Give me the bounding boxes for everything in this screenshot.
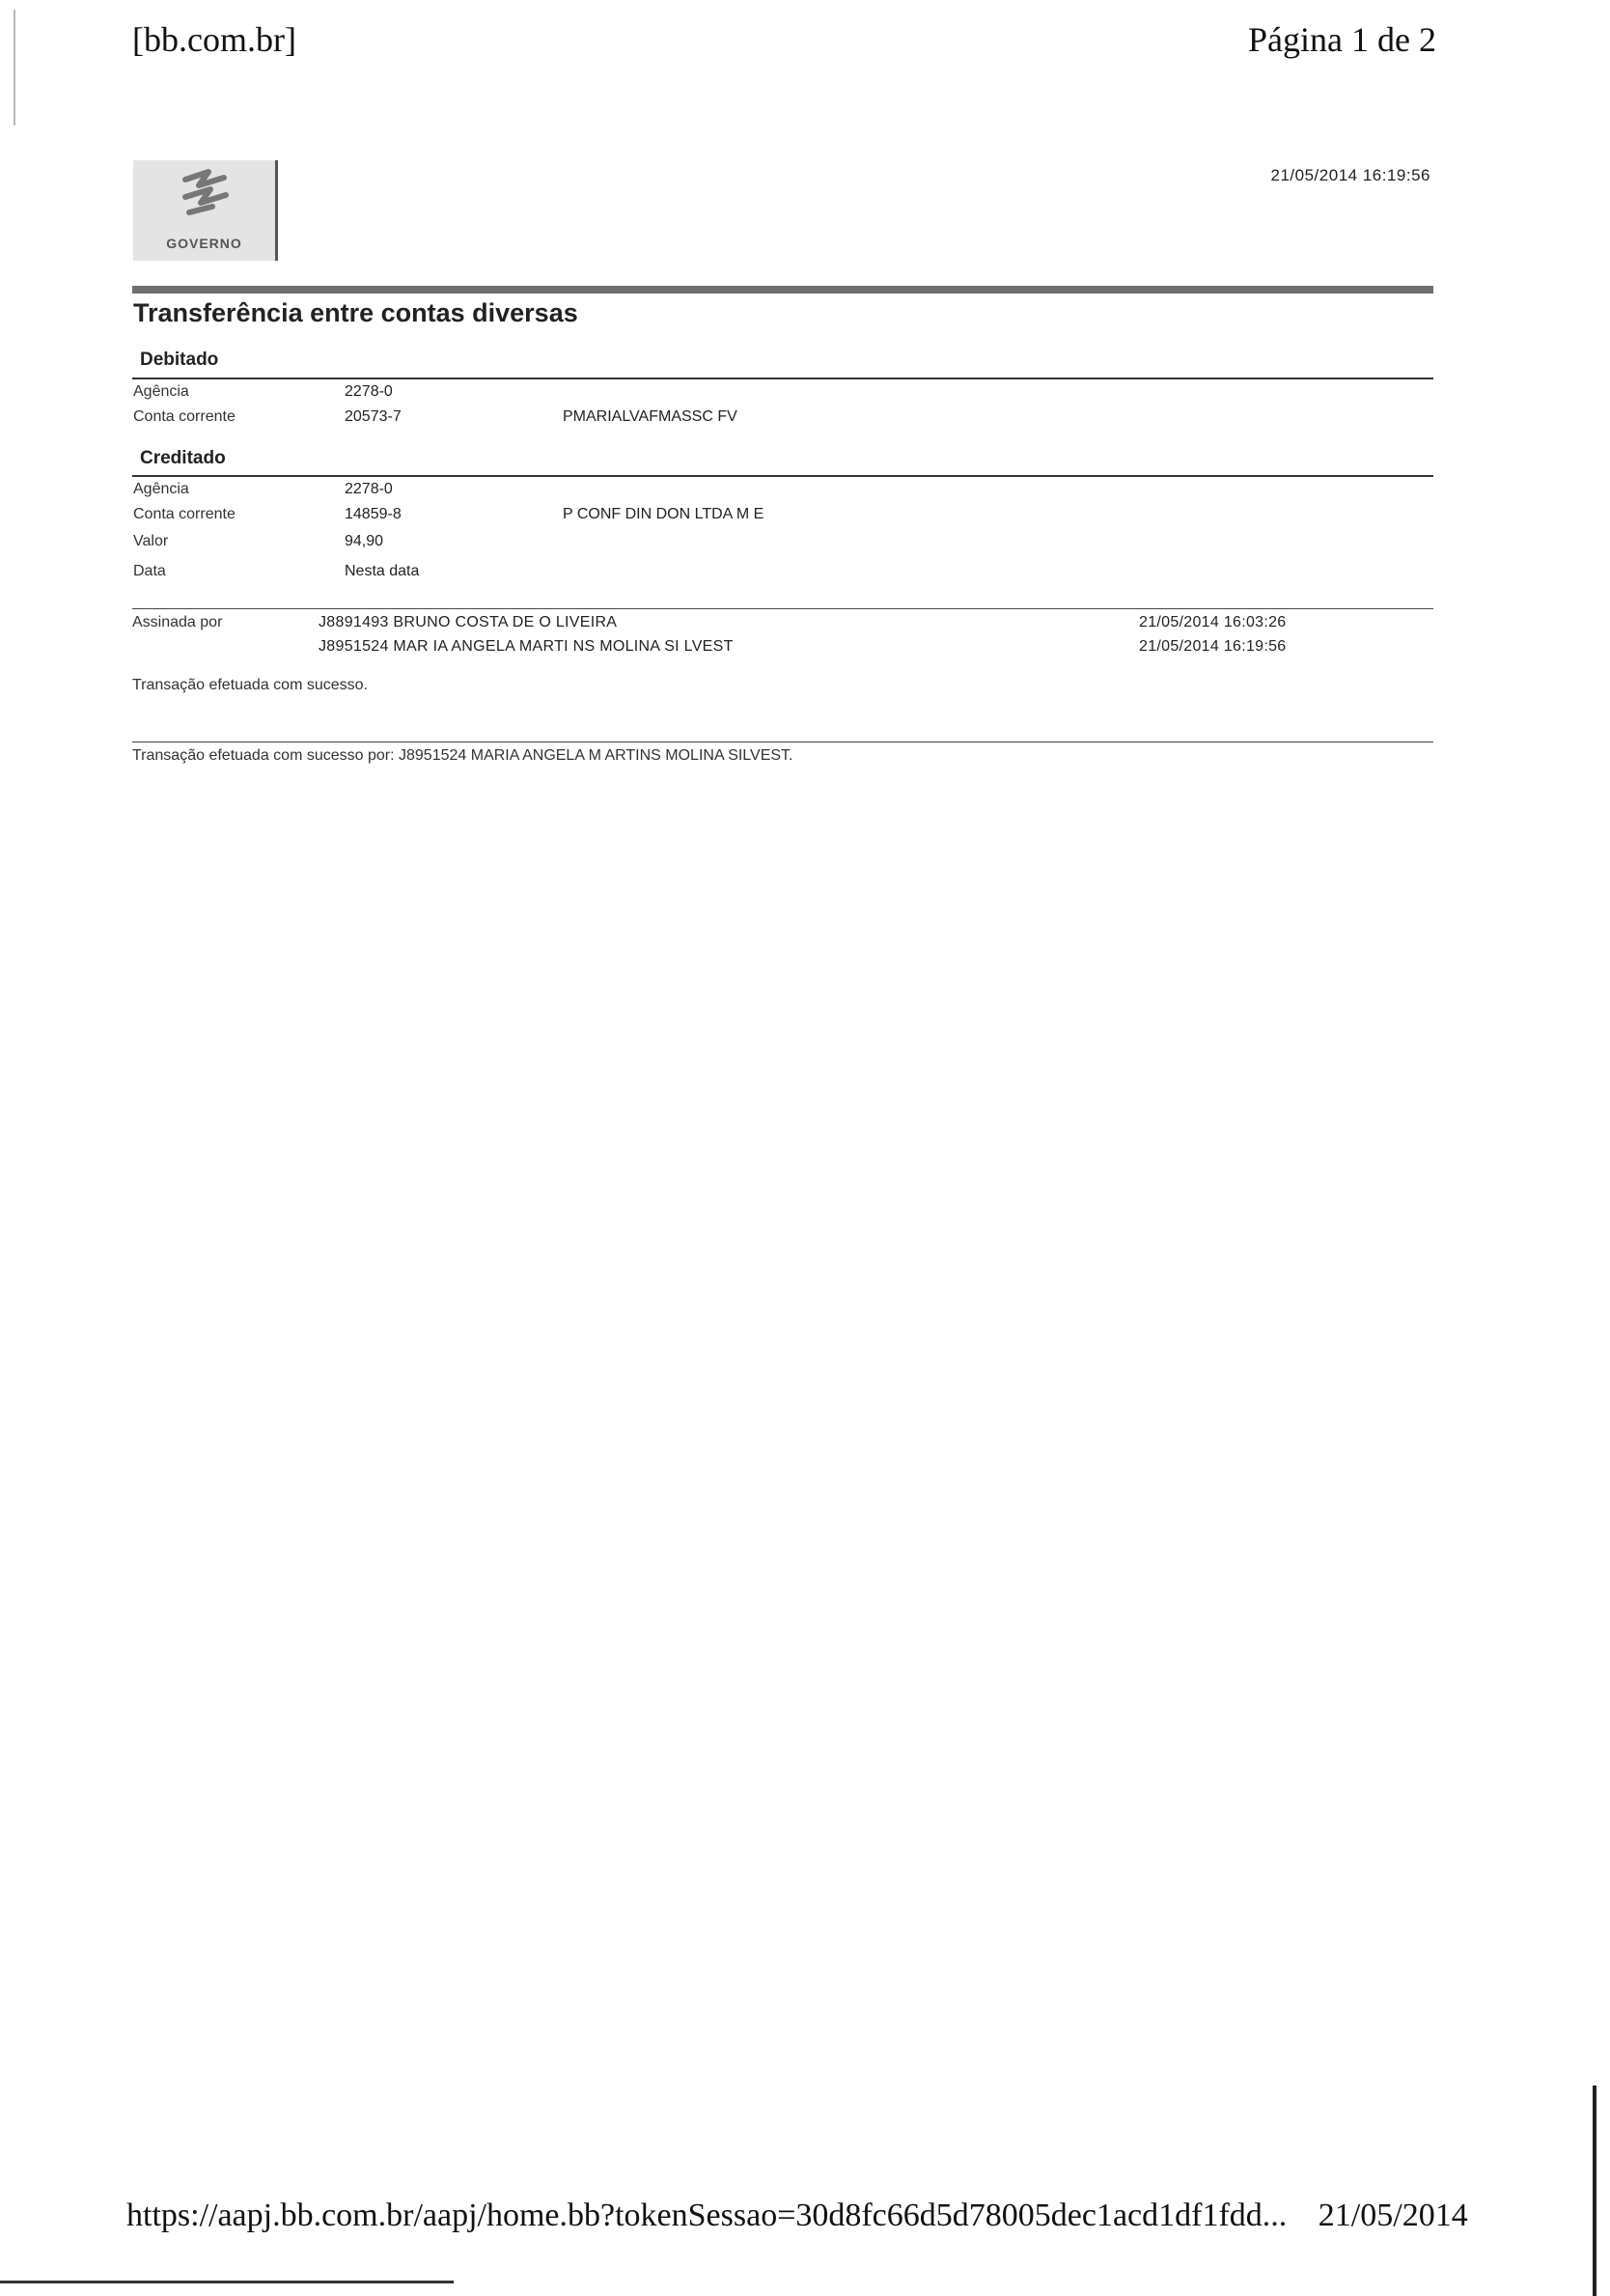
- section-divider: [132, 475, 1433, 477]
- field-value: 20573-7: [345, 408, 402, 425]
- print-footer-url: https://aapj.bb.com.br/aapj/home.bb?tokenSessao=30d8fc66d5d78005dec1acd1df1fdd...: [126, 2198, 1288, 2233]
- field-value: 14859-8: [345, 506, 402, 522]
- signatures-label: Assinada por: [132, 614, 223, 630]
- field-value: Nesta data: [345, 563, 420, 579]
- signature-entry-timestamp: 21/05/2014 16:03:26: [1139, 614, 1287, 630]
- field-label: Data: [133, 563, 166, 579]
- print-footer: [126, 2198, 1468, 2234]
- field-label: Conta corrente: [133, 408, 236, 425]
- field-value: 2278-0: [345, 383, 393, 400]
- scan-bottom-line: [0, 2281, 454, 2283]
- transaction-status-detail: Transação efetuada com sucesso por: J8951524 MARIA ANGELA M ARTINS MOLINA SILVEST.: [132, 747, 793, 764]
- section-divider: [132, 378, 1433, 379]
- logo-caption: GOVERNO: [166, 236, 242, 251]
- signature-entry-name: J8951524 MAR IA ANGELA MARTI NS MOLINA SI LVEST: [319, 638, 734, 655]
- field-value: 2278-0: [345, 481, 393, 497]
- print-header-site: [bb.com.br]: [132, 20, 296, 59]
- field-label: Conta corrente: [133, 506, 236, 522]
- signature-entry-name: J8891493 BRUNO COSTA DE O LIVEIRA: [319, 614, 618, 630]
- scan-edge-mark: [1593, 2086, 1596, 2296]
- signature-entry-timestamp: 21/05/2014 16:19:56: [1139, 638, 1287, 655]
- field-label: Valor: [133, 533, 169, 549]
- page-title: Transferência entre contas diversas: [133, 298, 578, 327]
- field-value: 94,90: [345, 533, 384, 549]
- field-label: Agência: [133, 481, 189, 497]
- header-divider-bar: [132, 286, 1433, 294]
- bb-logo-icon: [170, 168, 239, 222]
- transaction-status: Transação efetuada com sucesso.: [132, 677, 368, 693]
- account-holder-name: P CONF DIN DON LTDA M E: [563, 506, 764, 522]
- field-label: Agência: [133, 383, 189, 400]
- signature-divider: [132, 608, 1433, 609]
- document-timestamp: 21/05/2014 16:19:56: [1270, 166, 1430, 184]
- print-footer-date: 21/05/2014: [1318, 2198, 1468, 2233]
- print-header-page-number: Página 1 de 2: [1248, 20, 1436, 59]
- section-heading-debitado: Debitado: [140, 350, 219, 370]
- section-heading-creditado: Creditado: [140, 448, 226, 468]
- account-holder-name: PMARIALVAFMASSC FV: [563, 408, 737, 425]
- scan-edge-mark: [14, 10, 15, 126]
- bank-logo: [133, 160, 278, 261]
